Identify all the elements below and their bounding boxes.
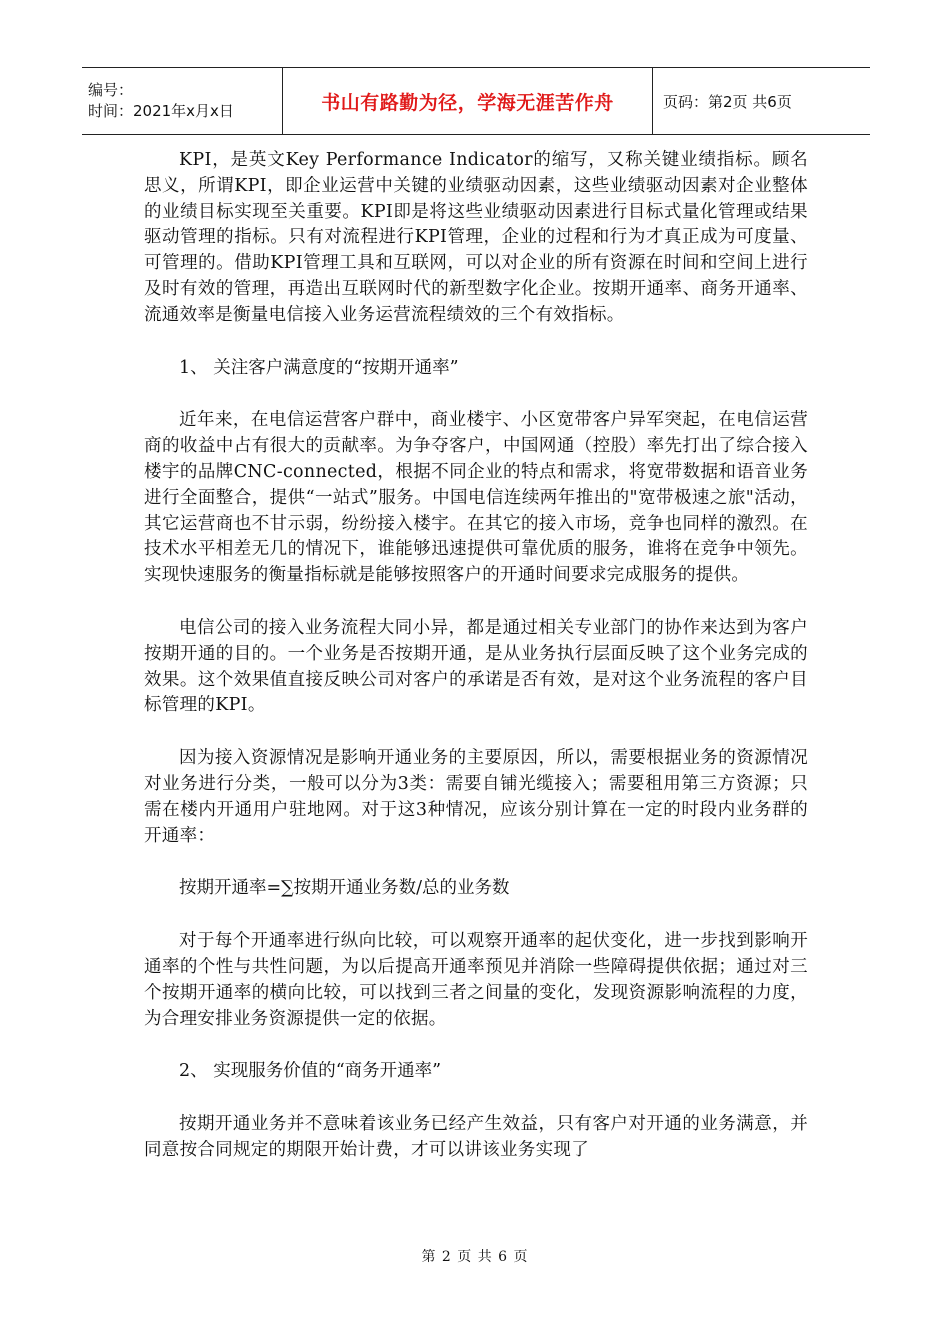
time-label: 时间：2021年x月x日 — [88, 102, 234, 120]
header-motto: 书山有路勤为径，学海无涯苦作舟 — [283, 68, 653, 134]
paragraph-comparison: 对于每个开通率进行纵向比较，可以观察开通率的起伏变化，进一步找到影响开通率的个性与共性问题，为以后提高开通率预见并消除一些障碍提供依据；通过对三个按期开通率的横向比较，可以找到三者之间量的变化，发现资源影响流程的力度，为合理安排业务资源提供一定的依据。 — [144, 931, 808, 1029]
paragraph-market: 近年来，在电信运营客户群中，商业楼宇、小区宽带客户异军突起，在电信运营商的收益中占有很大的贡献率。为争夺客户，中国网通（控股）率先打出了综合接入楼宇的品牌CNC-connected，根据不同企业的特点和需求，将宽带数据和语音业务进行全面整合，提供“一站式”服务。中国电信连续两年推出的"宽带极速之旅"活动，其它运营商也不甘示弱，纷纷接入楼宇。在其它的接入市场，竞争也同样的激烈。在技术水平相差无几的情况下，谁能够迅速提供可靠优质的服务，谁将在竞争中领先。实现快速服务的衡量指标就是能够按照客户的开通时间要求完成服务的提供。 — [144, 410, 808, 586]
paragraph-classification: 因为接入资源情况是影响开通业务的主要原因，所以，需要根据业务的资源情况对业务进行分类，一般可以分为3类：需要自铺光缆接入；需要租用第三方资源；只需在楼内开通用户驻地网。对于这3种情况，应该分别计算在一定的时段内业务群的开通率： — [144, 748, 808, 846]
number-label: 编号： — [88, 81, 134, 99]
paragraph-kpi-definition: KPI，是英文Key Performance Indicator的缩写，又称关键业绩指标。顾名思义，所谓KPI，即企业运营中关键的业绩驱动因素，这些业绩驱动因素对企业整体的业绩目标实现至关重要。KPI即是将这些业绩驱动因素进行目标式量化管理或结果驱动管理的指标。只有对流程进行KPI管理，企业的过程和行为才真正成为可度量、可管理的。借助KPI管理工具和互联网，可以对企业的所有资源在时间和空间上进行及时有效的管理，再造出互联网时代的新型数字化企业。按期开通率、商务开通率、流通效率是衡量电信接入业务运营流程绩效的三个有效指标。 — [144, 150, 808, 325]
formula-line: 按期开通率=∑按期开通业务数/总的业务数 — [179, 878, 510, 899]
document-body — [144, 148, 808, 1164]
paragraph-process: 电信公司的接入业务流程大同小异，都是通过相关专业部门的协作来达到为客户按期开通的目的。一个业务是否按期开通，是从业务执行层面反映了这个业务完成的效果。这个效果值直接反映公司对客户的承诺是否有效，是对这个业务流程的客户目标管理的KPI。 — [144, 617, 808, 716]
paragraph-commercial: 按期开通业务并不意味着该业务已经产生效益，只有客户对开通的业务满意，并同意按合同规定的期限开始计费，才可以讲该业务实现了 — [144, 1114, 808, 1160]
page-footer: 第 2 页 共 6 页 — [421, 1249, 529, 1265]
section-heading-1: 1、 关注客户满意度的“按期开通率” — [179, 357, 459, 378]
section-heading-2: 2、 实现服务价值的“商务开通率” — [179, 1061, 442, 1082]
header-meta — [82, 68, 283, 134]
header-page-info: 页码：第2页 共6页 — [663, 92, 792, 111]
page-header — [82, 67, 870, 135]
